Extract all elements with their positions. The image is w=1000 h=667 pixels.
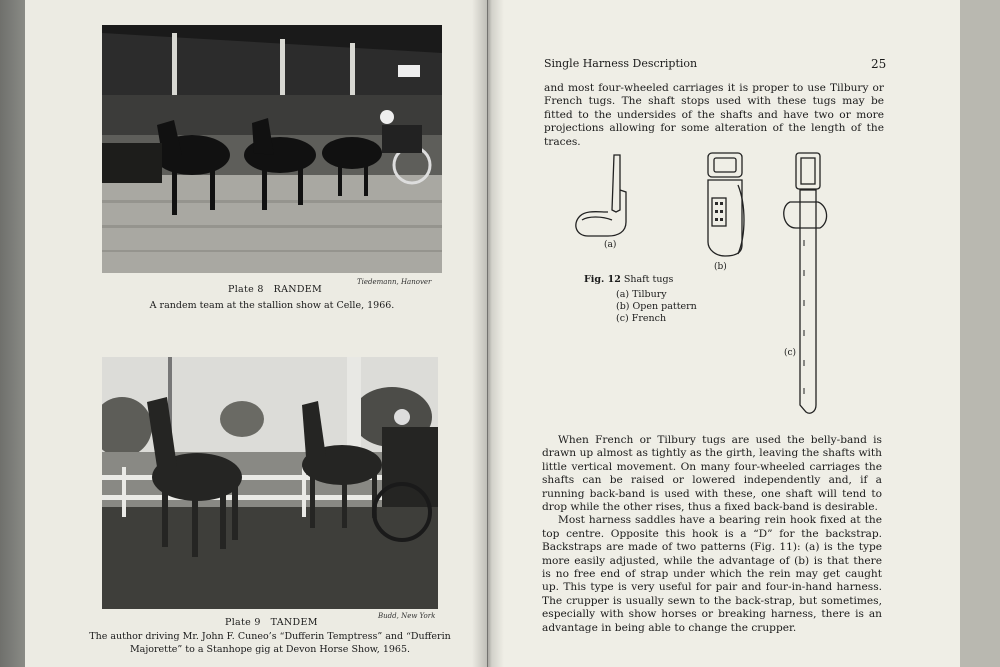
figure-label-c: (c) — [784, 348, 797, 358]
right-page — [488, 0, 960, 667]
book-cover-edge — [958, 0, 1000, 667]
figure-label-a: (a) — [604, 240, 617, 250]
plate-8-photo — [102, 25, 442, 273]
figure-item-a: (a) Tilbury — [616, 289, 667, 300]
intro-text: and most four-wheeled carriages it is proper to use Tilbury or French tugs. The shaft stops used with these tugs may be fitted to the undersides of the shafts and have two or more projections allowing for some alteration of the length of the traces. — [544, 82, 884, 148]
plate-8-credit: Tiedemann, Hanover — [357, 278, 432, 286]
plate-9-photo — [102, 357, 438, 609]
plate-9-caption — [65, 630, 475, 656]
figure-items — [584, 289, 697, 325]
figure-title: Shaft tugs — [623, 274, 674, 285]
plate-8-caption: A randem team at the stallion show at Celle, 1966. — [149, 300, 395, 311]
intro-paragraph — [544, 82, 884, 149]
plate-9-caption-line1: The author driving Mr. John F. Cuneo’s “Dufferin Temptress” and “Dufferin — [89, 631, 451, 642]
figure-number: Fig. 12 — [584, 274, 621, 285]
figure-label-b: (b) — [714, 262, 727, 272]
running-header: Single Harness Description — [544, 57, 698, 70]
figure-item-c: (c) French — [616, 313, 667, 324]
body-text — [542, 434, 882, 635]
plate-9-caption-line2: Majorette” to a Stanhope gig at Devon Horse Show, 1965. — [129, 644, 411, 655]
plate-8-title: Plate 8 RANDEM — [228, 284, 323, 295]
book-gutter-shadow — [472, 0, 504, 667]
figure-item-b: (b) Open pattern — [616, 301, 697, 312]
figure-caption — [584, 274, 697, 325]
plate-9-title: Plate 9 TANDEM — [225, 617, 318, 628]
page-number: 25 — [871, 57, 887, 71]
paragraph-backstraps: Most harness saddles have a bearing rein hook fixed at the top centre. Opposite this hook is a “D” for the backstrap. Backstraps are made of two patterns (Fig. 11): (a) is the type more easily adjusted, while the advantage of (b) is that there is no free end of strap under which the rein may get caught up. This type is very useful for pair and four-in-hand harness. The crupper is usually sewn to the back-strap, but sometimes, especially with show horses or breaking harness, there is an advantage in being able to change the crupper. — [542, 514, 882, 634]
paragraph-belly-band: When French or Tilbury tugs are used the belly-band is drawn up almost as tightly as the girth, leaving the shafts with little vertical movement. On many four-wheeled carriages the shafts can be raised or lowered independently and, if a running back-band is used with these, one shaft will tend to drop while the other rises, thus a fixed back-band is desirable. — [542, 434, 882, 514]
plate-9-credit: Budd, New York — [378, 612, 436, 620]
left-page — [25, 0, 487, 667]
